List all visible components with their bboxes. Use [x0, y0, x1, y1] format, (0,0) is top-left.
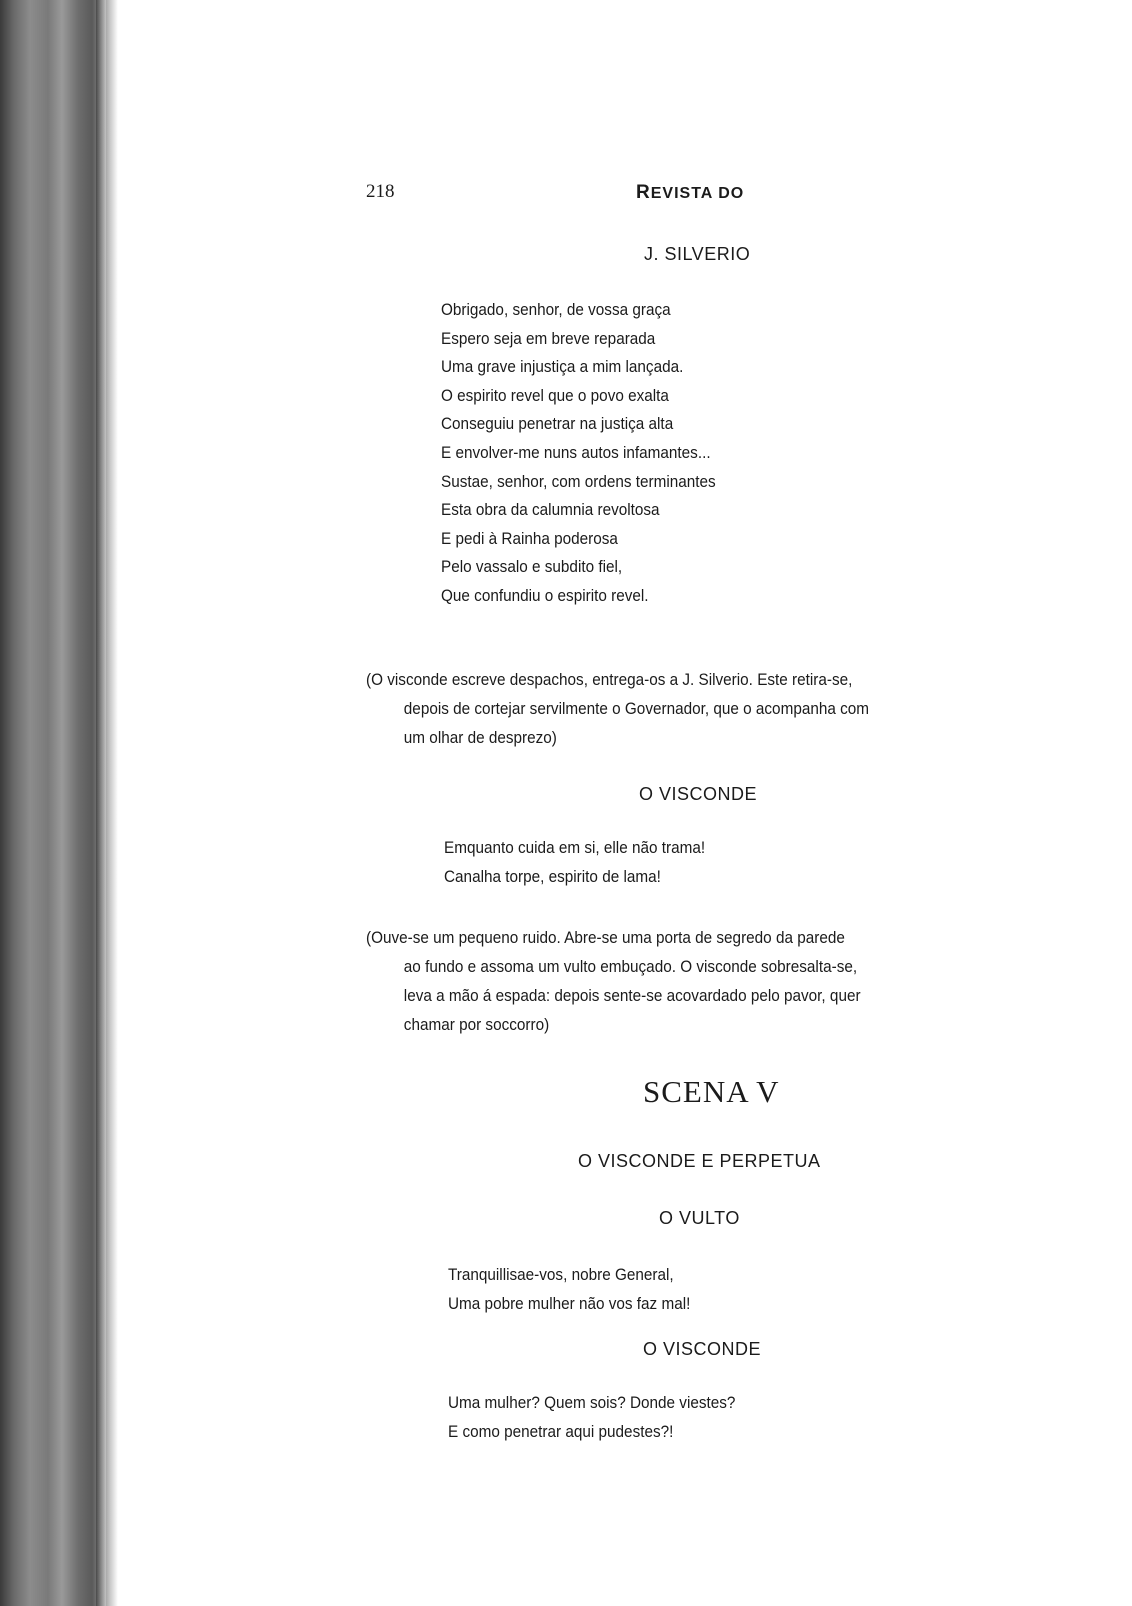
verse-line: Que confundiu o espirito revel. — [441, 585, 649, 605]
running-head — [636, 182, 744, 204]
stage-line: ao fundo e assoma um vulto embuçado. O visconde sobresalta-se, — [403, 957, 858, 976]
verse-line: E pedi à Rainha poderosa — [441, 528, 618, 548]
verse-line: Uma pobre mulher não vos faz mal! — [448, 1293, 691, 1313]
verse-line: Tranquillisae-vos, nobre General, — [448, 1265, 674, 1284]
verse-block-visconde-1 — [444, 834, 705, 891]
verse-line: Uma mulher? Quem sois? Donde viestes? — [448, 1393, 736, 1412]
page-number: 218 — [366, 181, 395, 202]
running-head-initial: R — [636, 182, 651, 203]
running-head-rest: EVISTA DO — [650, 185, 745, 202]
speaker-j-silverio: J. SILVERIO — [644, 244, 751, 264]
scene-cast: O VISCONDE E PERPETUA — [578, 1151, 821, 1171]
verse-line: Sustae, senhor, com ordens terminantes — [441, 471, 716, 491]
verse-line: E envolver-me nuns autos infamantes... — [441, 442, 711, 462]
verse-line: Conseguiu penetrar na justiça alta — [441, 414, 674, 434]
stage-line: (Ouve-se um pequeno ruido. Abre-se uma porta de segredo da parede — [366, 928, 845, 947]
scene-title: SCENA V — [643, 1074, 780, 1109]
stage-line: chamar por soccorro) — [403, 1015, 550, 1034]
stage-line: um olhar de desprezo) — [403, 728, 557, 747]
stage-line: depois de cortejar servilmente o Governador, que o acompanha com — [403, 699, 870, 718]
verse-line: Emquanto cuida em si, elle não trama! — [444, 838, 706, 857]
binding-gutter-edge — [96, 0, 106, 1606]
verse-line: Canalha torpe, espirito de lama! — [444, 866, 661, 886]
verse-line: Obrigado, senhor, de vossa graça — [441, 300, 671, 319]
speaker-o-visconde-2: O VISCONDE — [643, 1339, 762, 1359]
stage-line: (O visconde escreve despachos, entrega-os a J. Silverio. Este retira-se, — [366, 670, 853, 689]
stage-line: leva a mão á espada: depois sente-se acovardado pelo pavor, quer — [403, 986, 861, 1005]
verse-line: Pelo vassalo e subdito fiel, — [441, 557, 623, 577]
verse-block-silverio — [441, 296, 716, 611]
verse-line: Esta obra da calumnia revoltosa — [441, 500, 660, 520]
speaker-o-vulto: O VULTO — [659, 1208, 740, 1228]
verse-block-vulto — [448, 1261, 690, 1318]
verse-line: E como penetrar aqui pudestes?! — [448, 1421, 674, 1441]
stage-direction-2 — [366, 923, 861, 1039]
verse-line: O espirito revel que o povo exalta — [441, 385, 669, 405]
speaker-o-visconde: O VISCONDE — [639, 784, 758, 804]
stage-direction-1 — [366, 665, 869, 752]
verse-block-visconde-2 — [448, 1389, 735, 1446]
verse-line: Uma grave injustiça a mim lançada. — [441, 357, 684, 377]
verse-line: Espero seja em breve reparada — [441, 328, 656, 348]
